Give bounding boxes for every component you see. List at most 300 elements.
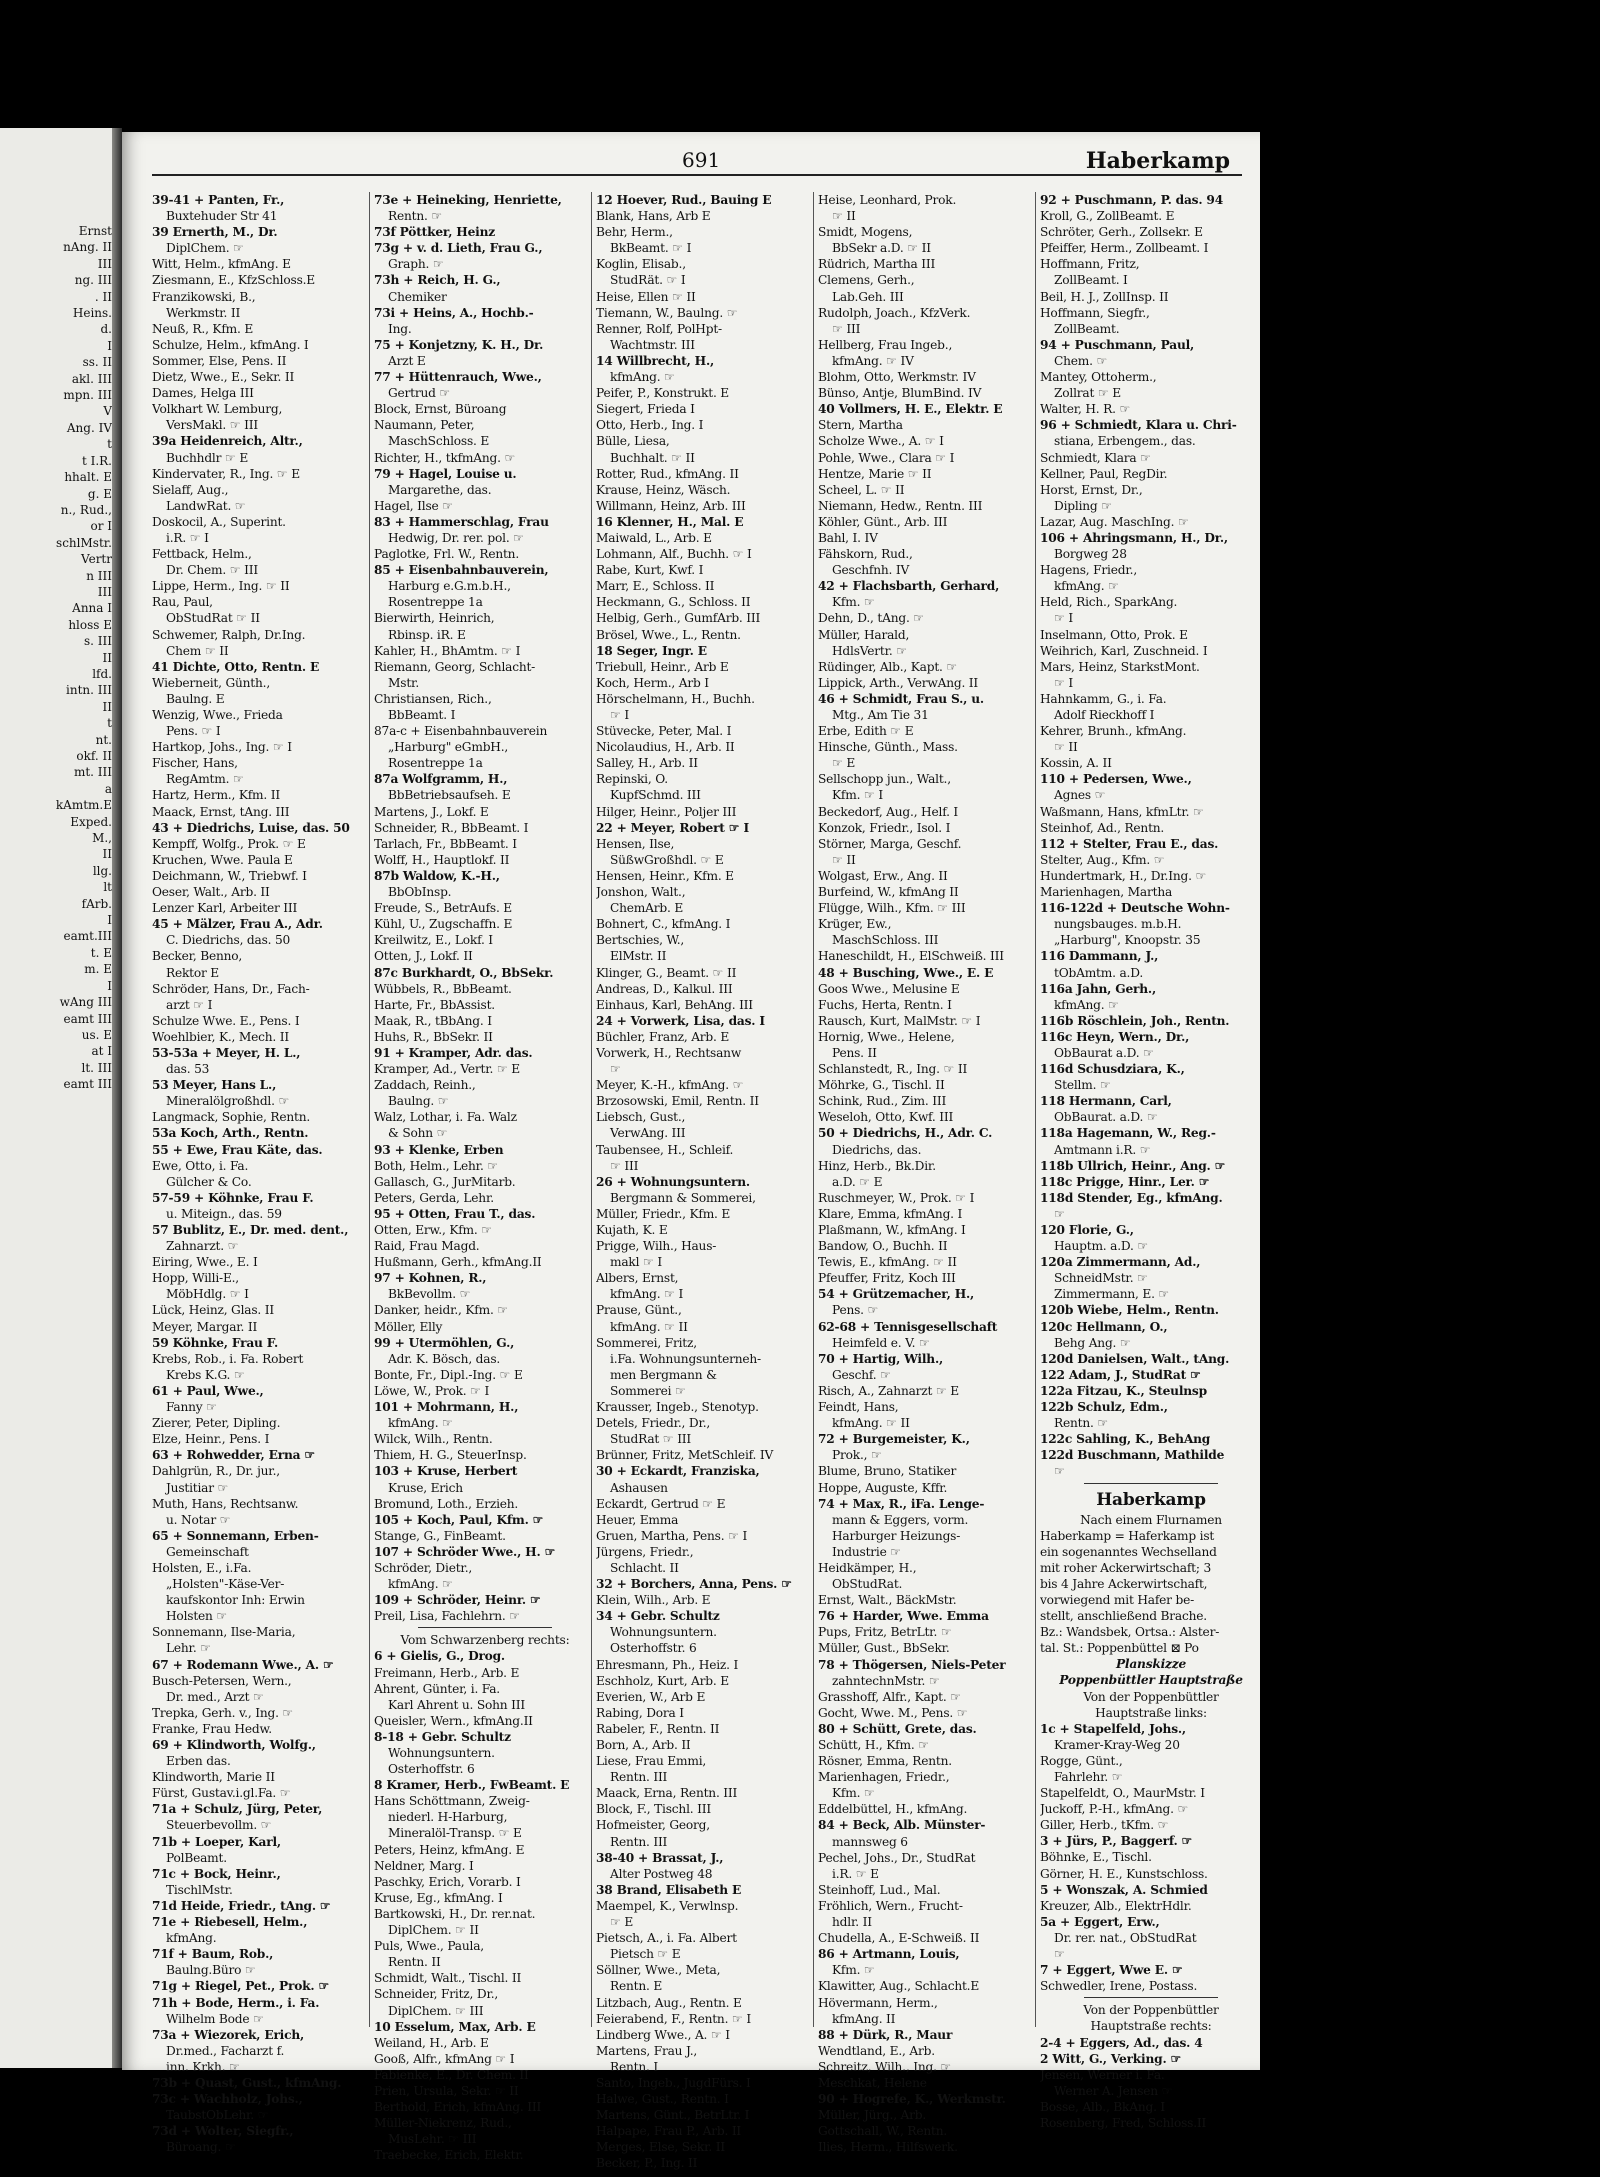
directory-entry-line: 122a Fitzau, K., Steulnsp <box>1040 1383 1207 1398</box>
directory-entry-line: 99 + Utermöhlen, G., <box>374 1335 515 1350</box>
left-page-line: kAmtm.E <box>55 798 112 813</box>
directory-entry-line: Lazar, Aug. MaschIng. ☞ <box>1040 514 1189 529</box>
directory-entry-line: Repinski, O. <box>596 772 668 787</box>
directory-entry-line: Dr. Chem. ☞ III <box>166 563 258 578</box>
directory-entry-line: Andreas, D., Kalkul. III <box>596 981 733 996</box>
directory-entry-line: 7 + Eggert, Wwe E. ☞ <box>1040 1963 1183 1978</box>
directory-entry-line: 53 Meyer, Hans L., <box>152 1078 277 1093</box>
directory-entry-line: Heckmann, G., Schloss. II <box>596 595 751 610</box>
directory-entry-line: inn. Krkh. ☞ <box>166 2059 240 2074</box>
directory-entry-line: Neldner, Marg. I <box>374 1858 474 1873</box>
directory-entry-line: 96 + Schmiedt, Klara u. Chri- <box>1040 418 1237 433</box>
directory-entry-line: 120 Florie, G., <box>1040 1223 1134 1237</box>
directory-entry-line: Liebsch, Gust., <box>596 1110 686 1125</box>
directory-entry-line: Pens. ☞ <box>832 1303 879 1318</box>
left-page-line: g. E <box>87 486 112 501</box>
directory-entry-line: BkBevollm. ☞ <box>388 1287 471 1302</box>
directory-entry-line: niederl. H-Harburg, <box>388 1810 508 1825</box>
left-page-line: m. E <box>84 962 112 977</box>
left-page-line: a <box>104 781 112 796</box>
directory-entry-line: Rüdinger, Alb., Kapt. ☞ <box>818 659 958 674</box>
directory-entry-line: Pohle, Wwe., Clara ☞ I <box>818 450 955 465</box>
directory-entry-line: ☞ <box>1054 1464 1065 1479</box>
book-gutter <box>112 128 122 2068</box>
directory-entry-line: Erbe, Edith ☞ E <box>818 724 914 739</box>
directory-entry-line: Pens. ☞ I <box>166 724 221 739</box>
directory-entry-line: 50 + Diedrichs, H., Adr. C. <box>818 1126 993 1141</box>
directory-entry-line: Pfeuffer, Fritz, Koch III <box>818 1271 956 1286</box>
directory-entry-line: Schreitz, Wilh., Ing. ☞ <box>818 2059 952 2074</box>
directory-entry-line: Kfm. ☞ <box>832 595 875 610</box>
directory-entry-line: Bosse, Alb., BkAng. I <box>1040 2099 1166 2114</box>
directory-entry-line: 12 Hoever, Rud., Bauing E <box>596 193 772 207</box>
directory-entry-line: MaschSchloss. III <box>832 933 939 948</box>
directory-entry-line: Zaddach, Reinh., <box>374 1078 476 1093</box>
running-head: Haberkamp <box>1085 148 1230 174</box>
section-rule <box>374 1624 596 1632</box>
directory-entry-line: 106 + Ahringsmann, H., Dr., <box>1040 530 1228 545</box>
directory-entry-line: Werner A. Jensen ☞ <box>1054 2083 1173 2098</box>
directory-entry-line: 62-68 + Tennisgesellschaft <box>818 1319 998 1334</box>
directory-entry-line: MöbHdlg. ☞ I <box>166 1287 249 1302</box>
directory-entry-line: Klare, Emma, kfmAng. I <box>818 1206 963 1221</box>
left-page-line: V <box>103 404 112 419</box>
directory-entry-line: Kempff, Wolfg., Prok. ☞ E <box>152 836 306 851</box>
directory-entry-line: Krüger, Ew., <box>818 917 892 932</box>
directory-entry-line: Rentn. II <box>388 1955 441 1970</box>
directory-entry-line: Both, Helm., Lehr. ☞ <box>374 1158 499 1173</box>
directory-entry-line: C. Diedrichs, das. 50 <box>166 933 291 948</box>
directory-entry-line: Martens, Frau J., <box>596 2043 698 2058</box>
directory-entry-line: 71c + Bock, Heinr., <box>152 1866 281 1881</box>
directory-entry-line: 40 Vollmers, H. E., Elektr. E <box>818 402 1003 417</box>
directory-entry-line: 122b Schulz, Edm., <box>1040 1400 1168 1415</box>
directory-entry-line: Ehresmann, Ph., Heiz. I <box>596 1657 739 1672</box>
left-page-line: ss. II <box>82 355 112 370</box>
directory-entry-line: Hinsche, Günth., Mass. <box>818 740 958 755</box>
directory-entry-line: Rentn. I <box>610 2059 658 2074</box>
directory-entry-line: Klinger, G., Beamt. ☞ II <box>596 965 737 980</box>
directory-entry-line: kfmAng. ☞ II <box>832 1416 910 1431</box>
left-page-line: fArb. <box>81 896 112 911</box>
directory-entry-line: Block, F., Tischl. III <box>596 1802 711 1817</box>
directory-entry-line: Scholze Wwe., A. ☞ I <box>818 434 944 449</box>
directory-entry-line: Detels, Friedr., Dr., <box>596 1416 711 1431</box>
directory-entry-line: Queisler, Wern., kfmAng.II <box>374 1713 533 1728</box>
directory-entry-line: Blank, Hans, Arb E <box>596 209 711 224</box>
directory-entry-line: Beckedorf, Aug., Helf. I <box>818 804 959 819</box>
directory-entry-line: Halwe, Gust., Rentn. I <box>596 2092 729 2107</box>
directory-entry-line: Jürgens, Friedr., <box>596 1544 694 1559</box>
directory-entry-line: Nach einem Flurnamen <box>1080 1512 1222 1527</box>
directory-entry-line: Franke, Frau Hedw. <box>152 1721 272 1736</box>
directory-entry-line: makl ☞ I <box>610 1255 662 1270</box>
left-page-line: Heins. <box>72 306 112 321</box>
directory-entry-line: Walter, H. R. ☞ <box>1040 402 1131 417</box>
directory-entry-line: Dr. med., Arzt ☞ <box>166 1689 264 1704</box>
column-3 <box>596 192 818 2172</box>
directory-entry-line: Wenzig, Wwe., Frieda <box>152 708 283 722</box>
directory-entry-line: Feindt, Hans, <box>818 1400 899 1415</box>
directory-entry-line: Hensen, Heinr., Kfm. E <box>596 868 734 883</box>
directory-entry-line: Eddelbüttel, H., kfmAng. <box>818 1802 968 1817</box>
directory-entry-line: Stapelfeldt, O., MaurMstr. I <box>1040 1786 1205 1801</box>
directory-entry-line: ZollBeamt. <box>1054 321 1120 336</box>
directory-entry-line: Steuerbevollm. ☞ <box>166 1818 272 1833</box>
directory-entry-line: 92 + Puschmann, P. das. 94 <box>1040 193 1223 207</box>
directory-entry-line: ZollBeamt. I <box>1054 273 1128 288</box>
directory-entry-line: Müller, Harald, <box>818 627 910 642</box>
directory-entry-line: Klein, Wilh., Arb. E <box>596 1593 711 1608</box>
directory-entry-line: ☞ <box>610 1062 621 1077</box>
directory-entry-line: 122c Sahling, K., BehAng <box>1040 1432 1211 1447</box>
directory-entry-line: Hartz, Herm., Kfm. II <box>152 788 280 803</box>
directory-entry-line: Rotter, Rud., kfmAng. II <box>596 466 739 481</box>
directory-entry-line: 53-53a + Meyer, H. L., <box>152 1045 301 1060</box>
directory-entry-line: „Holsten"-Käse-Ver- <box>166 1577 285 1592</box>
directory-entry-line: Prok., ☞ <box>832 1448 882 1463</box>
directory-entry-line: Büchler, Franz, Arb. E <box>596 1029 730 1044</box>
left-page-line: t <box>107 716 112 731</box>
directory-entry-line: Agnes ☞ <box>1054 788 1106 803</box>
directory-entry-line: Otten, Erw., Kfm. ☞ <box>374 1223 492 1237</box>
directory-entry-line: Wohnungsuntern. <box>388 1746 495 1760</box>
directory-entry-line: SchneidMstr. ☞ <box>1054 1271 1148 1286</box>
directory-entry-line: TischlMstr. <box>166 1882 233 1897</box>
directory-entry-line: zahntechnMstr. ☞ <box>832 1673 940 1688</box>
directory-entry-line: Jonshon, Walt., <box>596 885 686 900</box>
directory-entry-line: Geschfnh. IV <box>832 563 910 578</box>
directory-entry-line: Justitiar ☞ <box>166 1480 229 1495</box>
directory-entry-line: Siegert, Frieda I <box>596 402 695 417</box>
directory-entry-line: Vorwerk, H., Rechtsanw <box>596 1045 742 1060</box>
directory-entry-line: Chudella, A., E-Schweiß. II <box>818 1931 980 1946</box>
directory-entry-line: KupfSchmd. III <box>610 788 701 803</box>
directory-entry-line: u. Notar ☞ <box>166 1512 231 1527</box>
directory-entry-line: Baulng. E <box>166 691 225 706</box>
directory-entry-line: Freimann, Herb., Arb. E <box>374 1665 520 1680</box>
directory-entry-line: Wendtland, E., Arb. <box>818 2043 935 2058</box>
directory-entry-line: Hensen, Ilse, <box>596 836 675 851</box>
left-page-line: III <box>97 584 112 599</box>
directory-entry-line: Rektor E <box>166 965 220 980</box>
directory-entry-line: Görner, H. E., Kunstschloss. <box>1040 1866 1208 1881</box>
left-page-line: . II <box>94 289 112 304</box>
left-page-line: hloss E <box>68 617 112 632</box>
directory-entry-line: 110 + Pedersen, Wwe., <box>1040 772 1192 787</box>
directory-entry-line: Prause, Günt., <box>596 1303 682 1318</box>
directory-entry-line: Rentn. III <box>610 1770 668 1785</box>
directory-entry-line: Schneider, Fritz, Dr., <box>374 1987 499 2002</box>
left-page-line: Exped. <box>70 814 112 829</box>
column-2 <box>374 192 596 2163</box>
directory-entry-line: Marienhagen, Martha <box>1040 885 1173 900</box>
directory-entry-line: Möhrke, G., Tischl. II <box>818 1078 945 1093</box>
directory-entry-line: LandwRat. ☞ <box>166 498 246 513</box>
directory-entry-line: Büroang. ☞ <box>166 2140 236 2155</box>
directory-entry-line: Marienhagen, Friedr., <box>818 1770 950 1785</box>
directory-entry-line: Naumann, Peter, <box>374 418 475 433</box>
directory-entry-line: ☞ I <box>1054 675 1074 690</box>
directory-entry-line: 57-59 + Köhnke, Frau F. <box>152 1190 314 1205</box>
directory-entry-line: 5 + Wonszak, A. Schmied <box>1040 1882 1208 1897</box>
left-page-line: akl. III <box>71 371 112 386</box>
directory-entry-line: 57 Bublitz, E., Dr. med. dent., <box>152 1223 349 1237</box>
directory-entry-line: Bohnert, C., kfmAng. I <box>596 917 731 932</box>
directory-entry-line: Wübbels, R., BbBeamt. <box>374 981 512 996</box>
directory-entry-line: MusLehr. ☞ III <box>388 2132 477 2147</box>
directory-entry-line: Becker, P., Ing. II <box>596 2156 698 2171</box>
directory-entry-line: 73g + v. d. Lieth, Frau G., <box>374 241 543 256</box>
directory-entry-line: Störner, Marga, Geschf. <box>818 836 962 851</box>
directory-entry-line: Elze, Heinr., Pens. I <box>152 1432 270 1447</box>
directory-entry-line: Behg Ang. ☞ <box>1054 1335 1131 1350</box>
directory-entry-line: Mantey, Ottoherm., <box>1040 370 1157 385</box>
directory-entry-line: Böhnke, E., Tischl. <box>1040 1850 1152 1865</box>
directory-entry-line: arzt ☞ I <box>166 997 213 1012</box>
directory-entry-line: Tiemann, W., Baulng. ☞ <box>596 305 738 320</box>
directory-entry-line: Zollrat ☞ E <box>1054 386 1121 401</box>
directory-entry-line: Block, Ernst, Büroang <box>374 402 507 417</box>
directory-entry-line: ☞ <box>1054 1947 1065 1962</box>
directory-entry-line: Ewe, Otto, i. Fa. <box>152 1158 249 1173</box>
directory-entry-line: Hoffmann, Siegfr., <box>1040 305 1150 320</box>
left-page-line: llg. <box>92 863 112 878</box>
directory-entry-line: Bünso, Antje, BlumBind. IV <box>818 386 982 401</box>
directory-entry-line: Hellberg, Frau Ingeb., <box>818 337 953 352</box>
directory-entry-line: 87c Burkhardt, O., BbSekr. <box>374 965 554 980</box>
directory-entry-line: Willmann, Heinz, Arb. III <box>596 498 746 513</box>
directory-entry-line: Meschkat, Helene <box>818 2075 927 2090</box>
directory-entry-line: Scheel, L. ☞ II <box>818 482 905 497</box>
directory-entry-line: Harte, Fr., BbAssist. <box>374 997 495 1012</box>
directory-entry-line: Heidkämper, H., <box>818 1560 917 1575</box>
directory-entry-line: kaufskontor Inh: Erwin <box>166 1593 305 1608</box>
directory-entry-line: Ing. <box>388 321 412 336</box>
directory-entry-line: Zimmermann, E. ☞ <box>1054 1287 1170 1302</box>
directory-entry-line: Margarethe, das. <box>388 482 492 497</box>
directory-entry-line: kfmAng. ☞ <box>610 370 675 385</box>
directory-entry-line: Müller, Gust., BbSekr. <box>818 1641 950 1656</box>
directory-entry-line: 63 + Rohwedder, Erna ☞ <box>152 1448 316 1463</box>
directory-entry-line: Horst, Ernst, Dr., <box>1040 482 1143 497</box>
directory-entry-line: Danker, heidr., Kfm. ☞ <box>374 1303 509 1318</box>
directory-entry-line: Mstr. <box>388 675 419 690</box>
directory-entry-line: Arzt E <box>388 353 426 368</box>
directory-entry-line: Rabing, Dora I <box>596 1705 684 1720</box>
directory-entry-line: Vom Schwarzenberg rechts: <box>400 1633 570 1648</box>
directory-entry-line: Lindberg Wwe., A. ☞ I <box>596 2027 730 2042</box>
left-page-line: I <box>107 913 112 928</box>
directory-entry-line: Renner, Rolf, PolHpt- <box>596 321 722 336</box>
directory-entry-line: Krausser, Ingeb., Stenotyp. <box>596 1400 759 1415</box>
column-1 <box>152 192 374 2155</box>
directory-entry-line: 118 Hermann, Carl, <box>1040 1094 1172 1109</box>
directory-entry-line: Schlanstedt, R., Ing. ☞ II <box>818 1062 968 1077</box>
directory-entry-line: Gertrud ☞ <box>388 386 451 401</box>
directory-entry-line: Stüvecke, Peter, Mal. I <box>596 724 732 739</box>
directory-entry-line: Jensen, Werner i. Fa. <box>1040 2067 1165 2082</box>
directory-entry-line: Bierwirth, Heinrich, <box>374 611 495 626</box>
directory-entry-line: Schneider, R., BbBeamt. I <box>374 820 529 835</box>
directory-entry-line: Krebs, Rob., i. Fa. Robert <box>152 1351 304 1366</box>
directory-entry-line: 24 + Vorwerk, Lisa, das. I <box>596 1013 765 1028</box>
directory-entry-line: Berthold, Erich, kfmAng. III <box>374 2100 542 2115</box>
left-page-line: III <box>97 256 112 271</box>
directory-entry-line: Kruse, Eg., kfmAng. I <box>374 1890 503 1905</box>
header-rule <box>152 174 1242 176</box>
left-page-line: mt. III <box>73 765 112 780</box>
directory-entry-line: 71b + Loeper, Karl, <box>152 1834 281 1849</box>
directory-entry-line: Weseloh, Otto, Kwf. III <box>818 1110 954 1125</box>
directory-entry-line: Eiring, Wwe., E. I <box>152 1255 258 1270</box>
directory-entry-line: HdlsVertr. ☞ <box>832 643 907 658</box>
directory-entry-line: Buchhdlr ☞ E <box>166 450 249 465</box>
directory-entry-line: Von der Poppenbüttler <box>1083 2003 1219 2018</box>
left-page-line: M., <box>92 831 112 846</box>
directory-entry-line: 83 + Hammerschlag, Frau <box>374 514 549 529</box>
directory-entry-line: Bahl, I. IV <box>818 530 878 545</box>
left-page-line: d. <box>100 322 112 337</box>
directory-entry-line: 8 Kramer, Herb., FwBeamt. E <box>374 1778 570 1793</box>
directory-entry-line: Martens, J., Lokf. E <box>374 804 489 819</box>
directory-entry-line: 88 + Dürk, R., Maur <box>818 2027 953 2042</box>
directory-entry-line: RegAmtm. ☞ <box>166 772 244 787</box>
directory-entry-line: 79 + Hagel, Louise u. <box>374 466 517 481</box>
directory-entry-line: 73b + Quast, Gust., kfmAng. <box>152 2075 342 2090</box>
directory-entry-line: Liese, Frau Emmi, <box>596 1754 707 1769</box>
directory-entry-line: Ashausen <box>610 1480 668 1495</box>
directory-entry-line: Hilger, Heinr., Poljer III <box>596 804 737 819</box>
directory-entry-line: Eckardt, Gertrud ☞ E <box>596 1496 726 1511</box>
directory-entry-line: Kramper, Ad., Vertr. ☞ E <box>374 1062 520 1077</box>
directory-entry-line: Hagens, Friedr., <box>1040 563 1137 578</box>
directory-entry-line: Grasshoff, Alfr., Kapt. ☞ <box>818 1689 961 1704</box>
directory-entry-line: ein sogenanntes Wechselland <box>1040 1544 1217 1559</box>
directory-entry-line: 71d Heide, Friedr., tAng. ☞ <box>152 1898 331 1913</box>
directory-entry-line: 22 + Meyer, Robert ☞ I <box>596 820 750 835</box>
directory-entry-line: ☞ E <box>610 1915 634 1930</box>
directory-entry-line: Schröder, Hans, Dr., Fach- <box>152 981 310 996</box>
directory-entry-line: hdlr. II <box>832 1915 872 1930</box>
directory-entry-line: Maack, Ernst, tAng. III <box>152 804 290 819</box>
directory-entry-line: Stellm. ☞ <box>1054 1078 1111 1093</box>
directory-entry-line: Dames, Helga III <box>152 386 254 401</box>
section-rule <box>1040 1994 1262 2002</box>
directory-entry-line: Behr, Herm., <box>596 225 673 240</box>
directory-entry-line: Krebs K.G. ☞ <box>166 1367 245 1382</box>
directory-entry-line: 43 + Diedrichs, Luise, das. 50 <box>152 820 350 835</box>
directory-page <box>122 132 1260 2171</box>
directory-entry-line: Clemens, Gerh., <box>818 273 915 288</box>
directory-entry-line: 118b Ullrich, Heinr., Ang. ☞ <box>1040 1158 1226 1173</box>
directory-entry-line: 77 + Hüttenrauch, Wwe., <box>374 370 542 385</box>
directory-entry-line: Industrie ☞ <box>832 1544 902 1559</box>
directory-entry-line: Schmiedt, Klara ☞ <box>1040 450 1151 465</box>
directory-entry-line: 73i + Heins, A., Hochb.- <box>374 305 534 320</box>
directory-entry-line: Becker, Benno, <box>152 949 243 964</box>
directory-entry-line: Karl Ahrent u. Sohn III <box>388 1697 525 1712</box>
directory-entry-line: Werkmstr. II <box>166 305 241 320</box>
directory-entry-line: kfmAng. ☞ <box>388 1577 453 1592</box>
directory-entry-line: Hopp, Willi-E., <box>152 1271 239 1286</box>
directory-entry-line: men Bergmann & <box>610 1367 717 1382</box>
directory-entry-line: Litzbach, Aug., Rentn. E <box>596 1995 742 2010</box>
directory-entry-line: Rudolph, Joach., KfzVerk. <box>818 305 971 320</box>
directory-entry-line: 91 + Kramper, Adr. das. <box>374 1045 533 1060</box>
directory-entry-line: Klawitter, Aug., Schlacht.E <box>818 1979 980 1994</box>
directory-entry-line: 97 + Kohnen, R., <box>374 1271 487 1286</box>
directory-entry-line: 87a-c + Eisenbahnbauverein <box>374 724 548 739</box>
directory-entry-line: „Harburg" eGmbH., <box>388 740 509 755</box>
directory-entry-line: SüßwGroßhdl. ☞ E <box>610 852 724 867</box>
directory-entry-line: Gooß, Alfr., kfmAng ☞ I <box>374 2051 515 2066</box>
directory-entry-line: Goos Wwe., Melusine E <box>818 981 960 996</box>
directory-entry-line: Poppenbüttler Hauptstraße <box>1059 1673 1243 1688</box>
directory-entry-line: Hövermann, Herm., <box>818 1995 938 2010</box>
directory-entry-line: 53a Koch, Arth., Rentn. <box>152 1126 309 1141</box>
directory-entry-line: tObAmtm. a.D. <box>1054 965 1144 980</box>
directory-entry-line: Sommerei ☞ <box>610 1383 686 1398</box>
directory-entry-line: Eschholz, Kurt, Arb. E <box>596 1673 729 1688</box>
directory-entry-line: 32 + Borchers, Anna, Pens. ☞ <box>596 1577 792 1592</box>
directory-entry-line: ☞ II <box>832 209 856 224</box>
directory-entry-line: 34 + Gebr. Schultz <box>596 1609 720 1624</box>
left-page-line: I <box>107 338 112 353</box>
directory-entry-line: Rbinsp. iR. E <box>388 627 466 642</box>
directory-entry-line: Lippick, Arth., VerwAng. II <box>818 675 979 690</box>
directory-entry-line: Hauptstraße rechts: <box>1090 2019 1212 2034</box>
directory-entry-line: Lenzer Karl, Arbeiter III <box>152 901 298 916</box>
directory-entry-line: 18 Seger, Ingr. E <box>596 643 707 658</box>
directory-entry-line: 73c + Wachholz, Johs., <box>152 2092 303 2107</box>
directory-entry-line: ChemArb. E <box>610 901 684 916</box>
directory-entry-line: Plaßmann, W., kfmAng. I <box>818 1223 966 1237</box>
directory-entry-line: Traebecke, Erich, Elektr. <box>374 2148 524 2163</box>
left-page-line: or I <box>90 519 112 534</box>
directory-entry-line: Gottschall, W., Rentn. <box>818 2124 948 2139</box>
directory-entry-line: Hentze, Marie ☞ II <box>818 466 932 481</box>
directory-entry-line: StudRat ☞ III <box>610 1432 692 1447</box>
directory-entry-line: Einhaus, Karl, BehAng. III <box>596 997 753 1012</box>
directory-entry-line: Deichmann, W., Triebwf. I <box>152 868 307 883</box>
directory-entry-line: i.Fa. Wohnungsunterneh- <box>610 1351 761 1366</box>
directory-entry-line: Kindervater, R., Ing. ☞ E <box>152 466 300 481</box>
directory-entry-line: Puls, Wwe., Paula, <box>374 1939 484 1954</box>
directory-entry-line: Rosentreppe 1a <box>388 595 483 610</box>
directory-entry-line: Rentn. III <box>610 1834 668 1849</box>
directory-entry-line: ☞ III <box>610 1158 639 1173</box>
directory-entry-line: 55 + Ewe, Frau Käte, das. <box>152 1142 323 1157</box>
directory-entry-line: Walz, Lothar, i. Fa. Walz <box>374 1110 517 1125</box>
left-page-line: mpn. III <box>63 388 112 403</box>
directory-entry-line: Fabienke, E., Dr. Chem. II <box>374 2067 529 2082</box>
directory-entry-line: Kahler, H., BhAmtm. ☞ I <box>374 643 521 658</box>
directory-entry-line: mannsweg 6 <box>832 1834 908 1849</box>
directory-entry-line: Brünner, Fritz, MetSchleif. IV <box>596 1448 774 1463</box>
directory-entry-line: 71a + Schulz, Jürg, Peter, <box>152 1802 323 1817</box>
directory-entry-line: Bonte, Fr., Dipl.-Ing. ☞ E <box>374 1367 523 1382</box>
directory-entry-line: 73a + Wiezorek, Erich, <box>152 2027 305 2042</box>
directory-entry-line: Söllner, Wwe., Meta, <box>596 1963 721 1978</box>
column-divider <box>591 192 592 2027</box>
directory-entry-line: Marr, E., Schloss. II <box>596 579 715 594</box>
directory-entry-line: Raid, Frau Magd. <box>374 1239 480 1254</box>
directory-entry-line: Wieberneit, Günth., <box>152 675 270 690</box>
directory-entry-line: ObStudRat ☞ II <box>166 611 260 626</box>
directory-entry-line: Konzok, Friedr., Isol. I <box>818 820 951 835</box>
directory-entry-line: Lab.Geh. III <box>832 289 904 304</box>
